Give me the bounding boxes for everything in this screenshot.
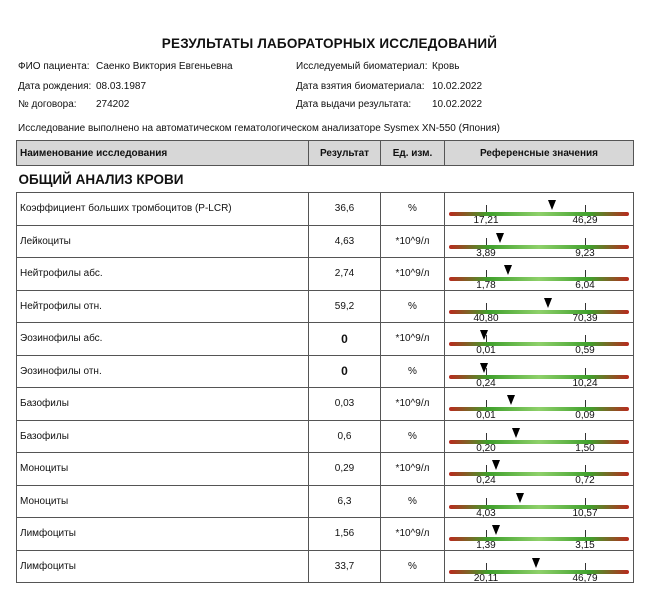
reference-cell: [445, 258, 634, 291]
high-tick: [585, 270, 586, 277]
value-marker-icon: [532, 558, 540, 568]
contract-label: № договора:: [18, 99, 77, 110]
reference-cell: [445, 485, 634, 518]
test-name: Нейтрофилы отн.: [17, 290, 309, 323]
test-unit: *10^9/л: [381, 258, 445, 291]
dob-value: 08.03.1987: [96, 81, 147, 92]
test-name: Базофилы: [17, 420, 309, 453]
sample-date-label: Дата взятия биоматериала:: [296, 81, 425, 92]
test-name: Эозинофилы абс.: [17, 323, 309, 356]
table-row: [17, 193, 634, 226]
test-result: 0,6: [309, 420, 381, 453]
test-result: 36,6: [309, 193, 381, 226]
test-unit: *10^9/л: [381, 518, 445, 551]
table-row: [17, 550, 634, 583]
table-row: [17, 225, 634, 258]
reference-cell: [445, 550, 634, 583]
reference-low: 0,01: [476, 345, 496, 357]
high-tick: [585, 238, 586, 245]
table-row: [17, 518, 634, 551]
value-marker-icon: [492, 460, 500, 470]
issue-date-value: 10.02.2022: [432, 99, 483, 110]
table-row: [17, 290, 634, 323]
reference-high: 3,15: [575, 540, 595, 552]
test-name: Лимфоциты: [17, 550, 309, 583]
reference-low: 20,11: [473, 572, 499, 584]
column-header-reference: Референсные значения: [445, 141, 634, 166]
reference-range: [445, 518, 633, 552]
reference-low: 40,80: [473, 312, 499, 324]
reference-cell: [445, 518, 634, 551]
table-row: [17, 355, 634, 388]
test-unit: %: [381, 355, 445, 388]
value-marker-icon: [544, 298, 552, 308]
test-result: 0,29: [309, 453, 381, 486]
high-tick: [585, 498, 586, 505]
test-unit: *10^9/л: [381, 388, 445, 421]
reference-cell: [445, 453, 634, 486]
low-tick: [486, 530, 487, 537]
reference-low: 1,39: [476, 540, 496, 552]
reference-high: 0,09: [575, 410, 595, 422]
test-unit: %: [381, 290, 445, 323]
low-tick: [486, 498, 487, 505]
high-tick: [585, 465, 586, 472]
results-table: [16, 140, 634, 583]
reference-cell: [445, 193, 634, 226]
contract-value: 274202: [96, 99, 130, 110]
value-marker-icon: [512, 428, 520, 438]
table-row: [17, 258, 634, 291]
low-tick: [486, 465, 487, 472]
reference-cell: [445, 388, 634, 421]
test-result: 0: [309, 323, 381, 356]
patient-name-label: ФИО пациента:: [18, 61, 90, 72]
dob-label: Дата рождения:: [18, 81, 92, 92]
section-row: [17, 166, 634, 193]
reference-cell: [445, 290, 634, 323]
test-result: 0,03: [309, 388, 381, 421]
reference-high: 70,39: [572, 312, 598, 324]
reference-low: 0,20: [476, 442, 496, 454]
test-unit: %: [381, 550, 445, 583]
test-result: 0: [309, 355, 381, 388]
low-tick: [486, 400, 487, 407]
table-row: [17, 388, 634, 421]
reference-cell: [445, 355, 634, 388]
reference-low: 0,24: [476, 377, 496, 389]
test-name: Моноциты: [17, 485, 309, 518]
test-result: 1,56: [309, 518, 381, 551]
reference-high: 10,57: [572, 507, 598, 519]
high-tick: [585, 335, 586, 342]
reference-high: 46,79: [572, 572, 598, 584]
reference-high: 0,59: [575, 345, 595, 357]
reference-range: [445, 323, 633, 357]
reference-range: [445, 551, 633, 582]
low-tick: [486, 205, 487, 212]
test-name: Лимфоциты: [17, 518, 309, 551]
low-tick: [486, 303, 487, 310]
high-tick: [585, 205, 586, 212]
table-header-row: [17, 141, 634, 166]
reference-low: 1,78: [476, 280, 496, 292]
reference-range: [445, 486, 633, 517]
page-title: РЕЗУЛЬТАТЫ ЛАБОРАТОРНЫХ ИССЛЕДОВАНИЙ: [161, 36, 498, 51]
value-marker-icon: [507, 395, 515, 405]
reference-high: 10,24: [572, 377, 598, 389]
reference-range: [445, 258, 633, 292]
issue-date-label: Дата выдачи результата:: [296, 99, 412, 110]
low-tick: [486, 270, 487, 277]
test-unit: %: [381, 420, 445, 453]
test-name: Базофилы: [17, 388, 309, 421]
high-tick: [585, 368, 586, 375]
test-result: 6,3: [309, 485, 381, 518]
value-marker-icon: [480, 330, 488, 340]
biomaterial-value: Кровь: [432, 61, 460, 72]
reference-range: [445, 291, 633, 322]
biomaterial-label: Исследуемый биоматериал:: [296, 61, 428, 72]
sample-date-value: 10.02.2022: [432, 81, 483, 92]
reference-range: [445, 421, 633, 452]
reference-cell: [445, 420, 634, 453]
test-unit: %: [381, 193, 445, 226]
reference-range: [445, 453, 633, 487]
table-row: [17, 485, 634, 518]
low-tick: [486, 238, 487, 245]
reference-low: 0,01: [476, 410, 496, 422]
test-name: Эозинофилы отн.: [17, 355, 309, 388]
section-title: ОБЩИЙ АНАЛИЗ КРОВИ: [18, 171, 184, 187]
reference-range: [445, 388, 633, 422]
analyzer-note: Исследование выполнено на автоматическом гематологическом анализаторе Sysmex XN-550 (Япония): [18, 123, 500, 134]
reference-low: 0,24: [476, 475, 496, 487]
reference-low: 3,89: [476, 247, 496, 259]
value-marker-icon: [496, 233, 504, 243]
low-tick: [486, 433, 487, 440]
reference-range: [445, 193, 633, 227]
reference-high: 6,04: [575, 280, 595, 292]
reference-high: 1,50: [575, 442, 595, 454]
test-name: Моноциты: [17, 453, 309, 486]
column-header-unit: Ед. изм.: [381, 141, 445, 166]
test-name: Коэффициент больших тромбоцитов (P-LCR): [17, 193, 309, 226]
high-tick: [585, 433, 586, 440]
value-marker-icon: [480, 363, 488, 373]
reference-high: 46,29: [572, 215, 598, 227]
table-row: [17, 453, 634, 486]
column-header-result: Результат: [309, 141, 381, 166]
value-marker-icon: [516, 493, 524, 503]
table-row: [17, 420, 634, 453]
low-tick: [486, 563, 487, 570]
reference-high: 0,72: [575, 475, 595, 487]
test-result: 4,63: [309, 225, 381, 258]
column-header-name: Наименование исследования: [17, 141, 309, 166]
test-result: 2,74: [309, 258, 381, 291]
high-tick: [585, 563, 586, 570]
high-tick: [585, 303, 586, 310]
test-name: Нейтрофилы абс.: [17, 258, 309, 291]
high-tick: [585, 400, 586, 407]
table-row: [17, 323, 634, 356]
value-marker-icon: [492, 525, 500, 535]
reference-low: 17,21: [473, 215, 499, 227]
reference-range: [445, 226, 633, 257]
test-unit: *10^9/л: [381, 323, 445, 356]
test-result: 59,2: [309, 290, 381, 323]
reference-high: 9,23: [575, 247, 595, 259]
test-name: Лейкоциты: [17, 225, 309, 258]
reference-range: [445, 356, 633, 387]
reference-cell: [445, 323, 634, 356]
patient-name: Саенко Виктория Евгеньевна: [96, 61, 233, 72]
test-unit: *10^9/л: [381, 453, 445, 486]
test-unit: %: [381, 485, 445, 518]
value-marker-icon: [548, 200, 556, 210]
value-marker-icon: [504, 265, 512, 275]
reference-low: 4,03: [476, 507, 496, 519]
high-tick: [585, 530, 586, 537]
test-result: 33,7: [309, 550, 381, 583]
test-unit: *10^9/л: [381, 225, 445, 258]
reference-cell: [445, 225, 634, 258]
